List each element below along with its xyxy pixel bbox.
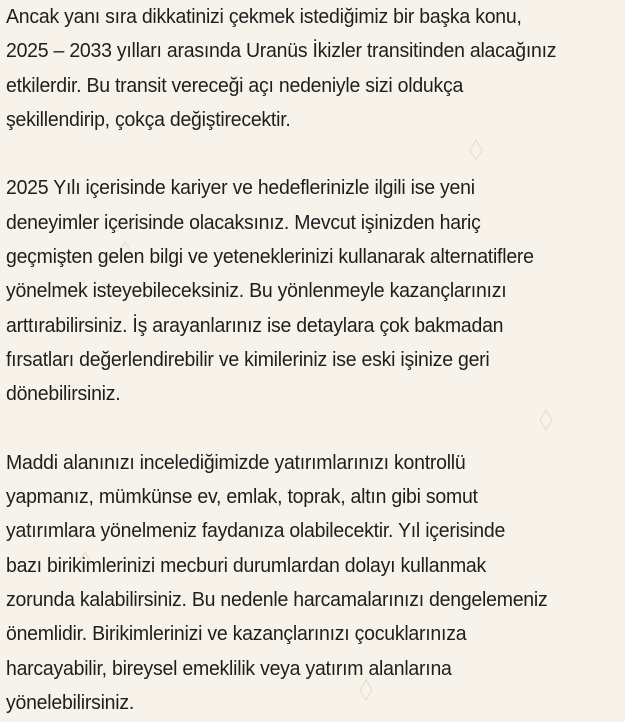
text-line: geçmişten gelen bilgi ve yeteneklerinizi kullanarak alternatiflere (6, 245, 534, 269)
paragraph-finance (6, 446, 622, 720)
text-line: Ancak yanı sıra dikkatinizi çekmek istediğimiz bir başka konu, (6, 5, 522, 28)
text-line: deneyimler içerisinde olacaksınız. Mevcut işinizden hariç (6, 210, 481, 234)
text-line: yönelmek isteyebileceksiniz. Bu yönlenmeyle kazançlarınızı (6, 279, 507, 303)
text-line: 2025 – 2033 yılları arasında Uranüs İkizler transitinden alacağınız (6, 39, 557, 63)
text-line: yapmanız, mümkünse ev, emlak, toprak, altın gibi somut (6, 485, 478, 509)
text-line: 2025 Yılı içerisinde kariyer ve hedeflerinizle ilgili ise yeni (6, 176, 475, 200)
text-line: Maddi alanınızı incelediğimizde yatırımlarınızı kontrollü (6, 450, 466, 474)
text-line: etkilerdir. Bu transit vereceği açı nedeniyle sizi oldukça (6, 73, 464, 97)
paragraph-career (6, 171, 622, 411)
text-line: yönelebilirsiniz. (6, 690, 135, 714)
text-line: önemlidir. Birikimlerinizi ve kazançlarınızı çocuklarınıza (6, 622, 467, 646)
text-line: bazı birikimlerinizi mecburi durumlardan dolayı kullanmak (6, 553, 487, 577)
text-line: fırsatları değerlendirebilir ve kimileriniz ise eski işinize geri (6, 347, 490, 371)
paragraph-intro (6, 0, 622, 137)
text-line: yatırımlara yönelmeniz faydanıza olabilecektir. Yıl içerisinde (6, 519, 506, 543)
text-line: arttırabilirsiniz. İş arayanlarınız ise detaylara çok bakmadan (6, 313, 504, 337)
text-line: harcayabilir, bireysel emeklilik veya yatırım alanlarına (6, 656, 452, 680)
article-body (6, 0, 622, 720)
text-line: zorunda kalabilirsiniz. Bu nedenle harcamalarınızı dengelemeniz (6, 588, 548, 612)
text-line: şekillendirip, çokça değiştirecektir. (6, 107, 291, 131)
text-line: dönebilirsiniz. (6, 382, 121, 406)
